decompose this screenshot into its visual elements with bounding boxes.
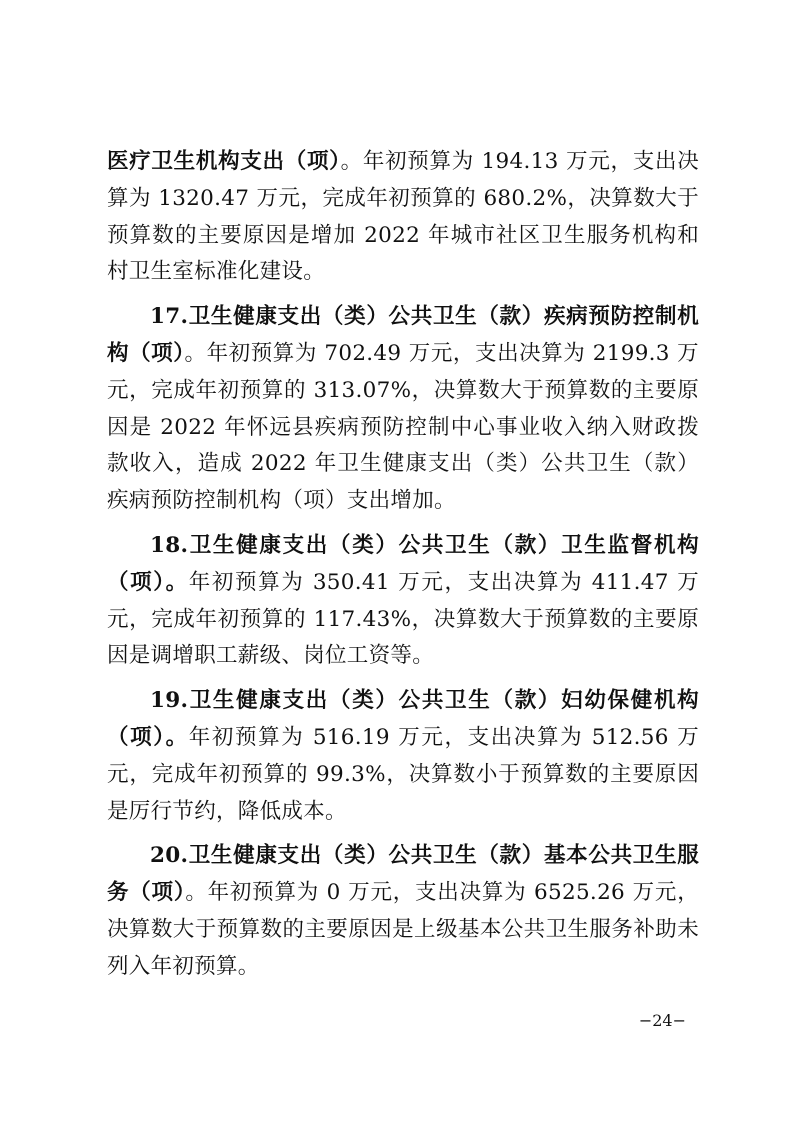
paragraph-item-19 bbox=[107, 683, 699, 830]
paragraph-text: 。年初预算为 702.49 万元，支出决算为 2199.3 万元，完成年初预算的 313.07%，决算数大于预算数的主要原因是 2022 年怀远县疾病预防控制中心事业收入纳入财政拨款收入，造成 2022 年卫生健康支出（类）公共卫生（款）疾病预防控制机构（项）支出增加。 bbox=[107, 340, 699, 514]
paragraph-text: 。年初预算为 194.13 万元，支出决算为 1320.47 万元，完成年初预算的 680.2%，决算数大于预算数的主要原因是增加 2022 年城市社区卫生服务机构和村卫生室标准化建设。 bbox=[107, 149, 699, 285]
paragraph-heading: 18.卫生健康支出（类）公共卫生（款）卫生监督机构（项）。 bbox=[107, 532, 699, 595]
paragraph-heading: 17.卫生健康支出（类）公共卫生（款）疾病预防控制机构（项） bbox=[107, 304, 699, 366]
paragraph-item-18 bbox=[107, 528, 699, 675]
paragraph-text: 年初预算为 350.41 万元，支出决算为 411.47 万元，完成年初预算的 117.43%，决算数大于预算数的主要原因是调增职工薪级、岗位工资等。 bbox=[107, 569, 700, 669]
paragraph-heading: 20.卫生健康支出（类）公共卫生（款）基本公共卫生服务（项） bbox=[107, 843, 699, 906]
paragraph-text: 年初预算为 516.19 万元，支出决算为 512.56 万元，完成年初预算的 99.3%，决算数小于预算数的主要原因是厉行节约，降低成本。 bbox=[107, 724, 700, 824]
paragraph-medical-institutions bbox=[107, 144, 699, 291]
paragraph-item-20 bbox=[107, 838, 699, 985]
document-body bbox=[107, 144, 699, 994]
paragraph-heading: 19.卫生健康支出（类）公共卫生（款）妇幼保健机构（项）。 bbox=[107, 688, 699, 750]
page-number: −24− bbox=[638, 1011, 686, 1030]
paragraph-heading: 医疗卫生机构支出（项） bbox=[107, 149, 341, 174]
paragraph-item-17 bbox=[107, 299, 699, 520]
paragraph-text: 。年初预算为 0 万元，支出决算为 6525.26 万元，决算数大于预算数的主要原因是上级基本公共卫生服务补助未列入年初预算。 bbox=[107, 880, 699, 979]
